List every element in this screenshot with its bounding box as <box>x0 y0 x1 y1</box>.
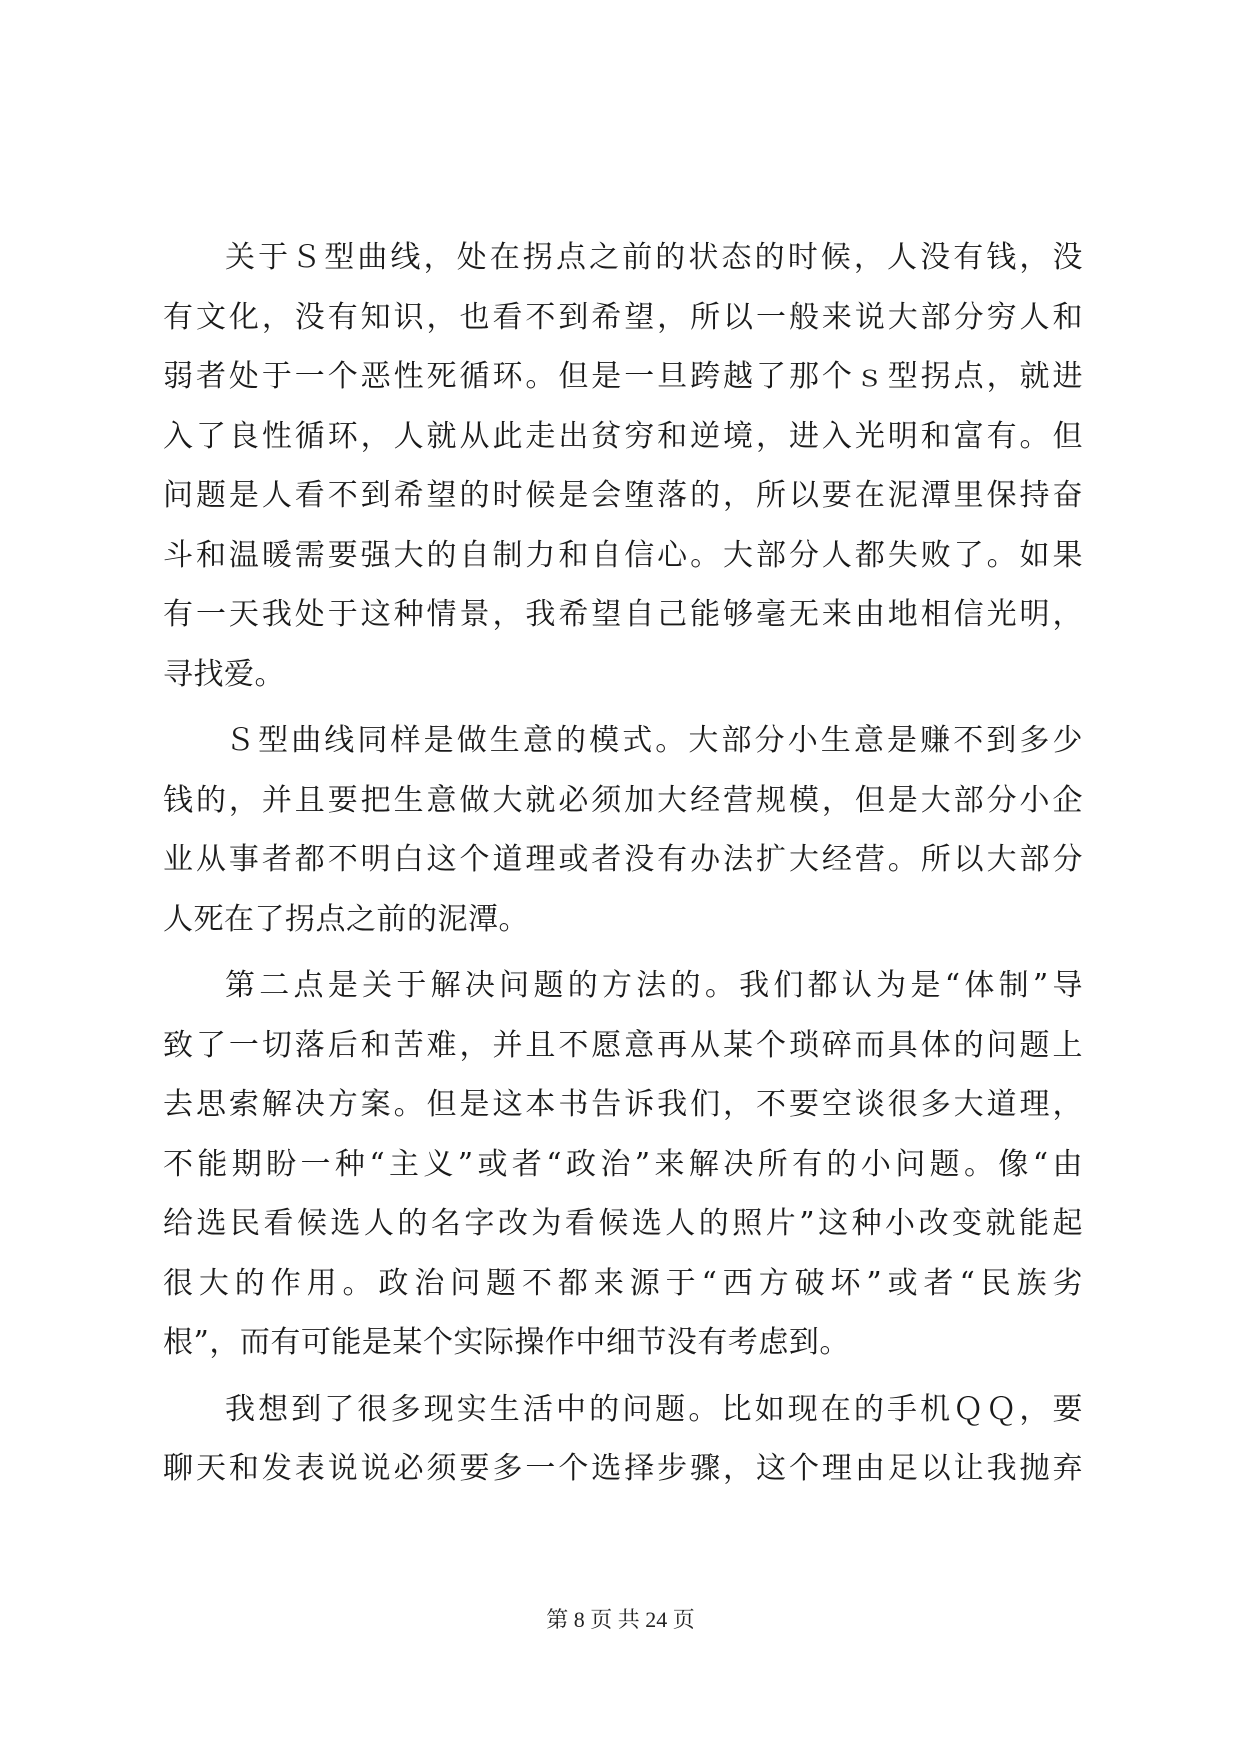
text-line: 去思索解决方案。但是这本书告诉我们，不要空谈很多大道理， <box>163 1087 1083 1122</box>
text-line: 有文化，没有知识，也看不到希望，所以一般来说大部分穷人和 <box>163 299 1083 335</box>
text-line: 业从事者都不明白这个道理或者没有办法扩大经营。所以大部分 <box>163 842 1083 877</box>
paragraph <box>163 1380 1083 1499</box>
text-line: 斗和温暖需要强大的自制力和自信心。大部分人都失败了。如果 <box>163 537 1083 573</box>
page-footer: 第 8 页 共 24 页 <box>546 1607 695 1632</box>
text-line: 钱的，并且要把生意做大就必须加大经营规模，但是大部分小企 <box>163 782 1083 818</box>
text-line: 关于Ｓ型曲线，处在拐点之前的状态的时候，人没有钱，没 <box>225 240 1083 275</box>
paragraph <box>163 711 1083 949</box>
text-line: 聊天和发表说说必须要多一个选择步骤，这个理由足以让我抛弃 <box>163 1451 1083 1486</box>
text-line: 有一天我处于这种情景，我希望自己能够毫无来由地相信光明， <box>163 597 1083 632</box>
text-line: 我想到了很多现实生活中的问题。比如现在的手机ＱＱ，要 <box>225 1391 1083 1427</box>
paragraph <box>163 228 1083 704</box>
text-line: 不能期盼一种“主义”或者“政治”来解决所有的小问题。像“由 <box>163 1146 1083 1182</box>
text-line: 根”，而有可能是某个实际操作中细节没有考虑到。 <box>163 1325 850 1360</box>
text-line: 寻找爱。 <box>163 656 285 692</box>
text-line: 问题是人看不到希望的时候是会堕落的，所以要在泥潭里保持奋 <box>163 478 1083 513</box>
text-line: 入了良性循环，人就从此走出贫穷和逆境，进入光明和富有。但 <box>163 418 1083 454</box>
text-line: 给选民看候选人的名字改为看候选人的照片”这种小改变就能起 <box>163 1206 1083 1241</box>
paragraph <box>163 956 1083 1373</box>
text-line: Ｓ型曲线同样是做生意的模式。大部分小生意是赚不到多少 <box>225 723 1083 758</box>
text-line: 很大的作用。政治问题不都来源于“西方破坏”或者“民族劣 <box>163 1265 1083 1301</box>
text-line: 人死在了拐点之前的泥潭。 <box>163 901 529 937</box>
body-text <box>163 228 1083 1499</box>
text-line: 弱者处于一个恶性死循环。但是一旦跨越了那个ｓ型拐点，就进 <box>163 359 1083 394</box>
text-line: 第二点是关于解决问题的方法的。我们都认为是“体制”导 <box>225 968 1083 1003</box>
text-line: 致了一切落后和苦难，并且不愿意再从某个琐碎而具体的问题上 <box>163 1027 1083 1063</box>
